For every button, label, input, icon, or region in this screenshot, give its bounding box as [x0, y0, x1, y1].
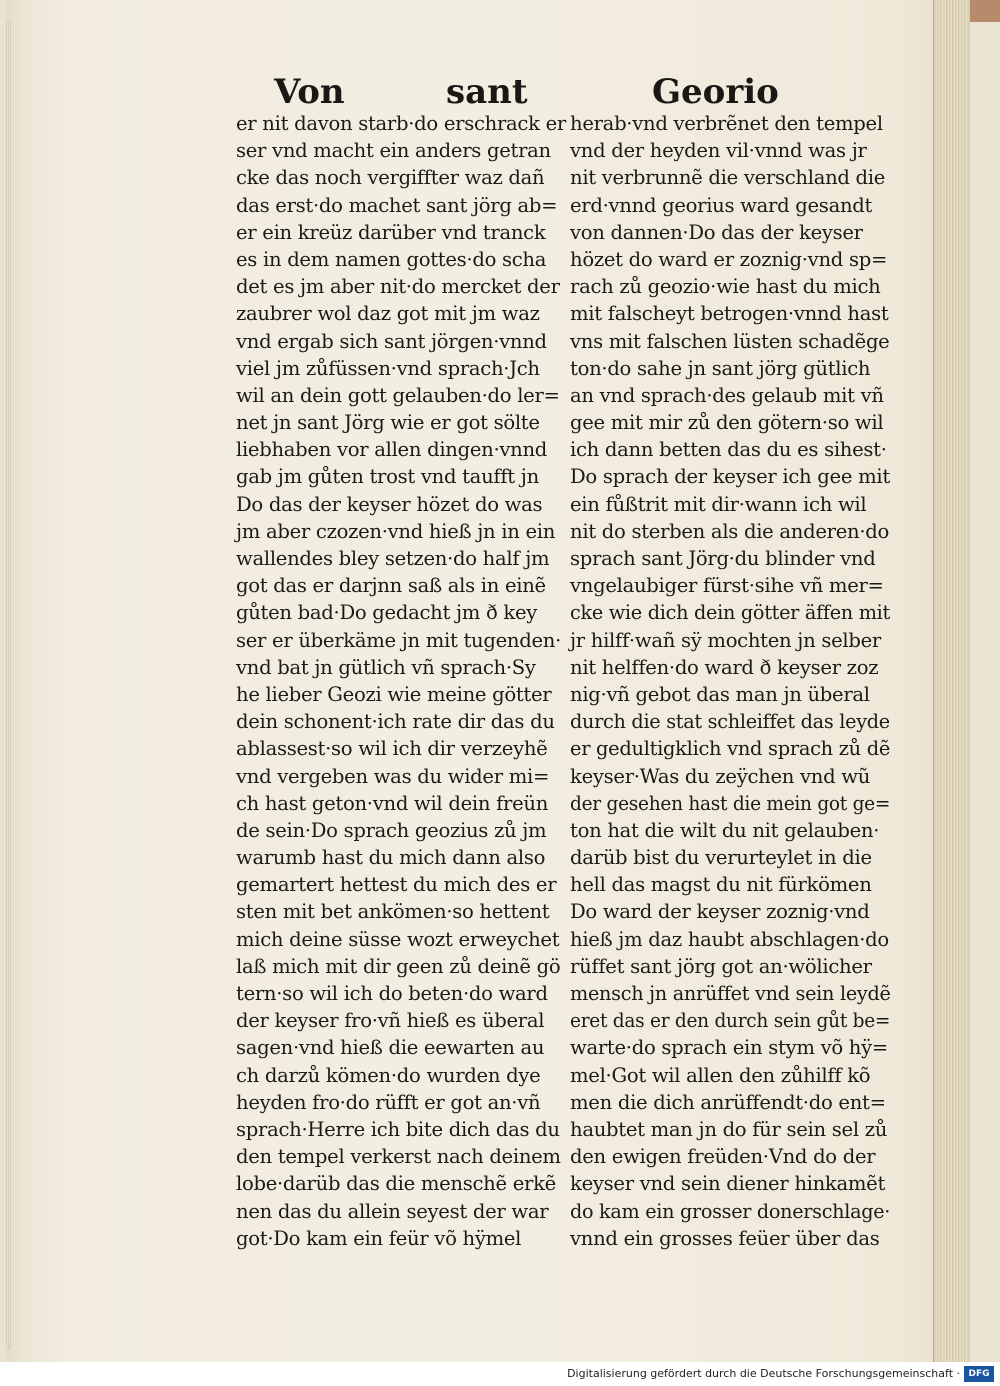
text-column-right: [570, 110, 890, 1252]
text-line: den ewigen freüden·Vnd do der: [570, 1145, 876, 1169]
text-line: er gedultigklich vnd sprach zů dẽ: [570, 737, 891, 761]
text-line: vnd der heyden vil·vnnd was jr: [570, 139, 867, 163]
text-line: wil an dein gott gelauben·do ler=: [236, 383, 560, 407]
text-line: nig·vñ gebot das man jn überal: [570, 682, 870, 706]
text-line: hözet do ward er zoznig·vnd sp=: [570, 247, 888, 271]
text-line: hieß jm daz haubt abschlagen·do: [570, 927, 889, 951]
text-line: vnd vergeben was du wider mi=: [236, 764, 550, 788]
dfg-logo: DFG: [964, 1366, 994, 1382]
running-head-word: Von: [274, 72, 345, 112]
running-head-word: sant: [446, 72, 528, 112]
book-page: [6, 0, 970, 1362]
text-line: vns mit falschen lüsten schadẽge: [570, 329, 890, 353]
text-line: hell das magst du nit fürkömen: [570, 873, 872, 897]
text-line: got·Do kam ein feür võ hÿmel: [236, 1226, 522, 1250]
text-line: ich dann betten das du es sihest·: [570, 438, 887, 462]
text-line: vnnd ein grosses feüer über das: [570, 1226, 880, 1250]
text-line: net jn sant Jörg wie er got sölte: [236, 411, 540, 435]
text-line: Do ward der keyser zoznig·vnd: [570, 900, 870, 924]
text-line: er nit davon starb·do erschrack er: [236, 112, 566, 135]
text-line: got das er darjnn saß als in einẽ: [236, 574, 546, 598]
text-line: he lieber Geozi wie meine götter: [236, 682, 552, 706]
text-line: haubtet man jn do für sein sel zů: [570, 1117, 888, 1141]
text-line: rüffet sant jörg got an·wölicher: [570, 954, 872, 978]
text-line: mel·Got wil allen den zůhilff kõ: [570, 1063, 871, 1087]
text-line: an vnd sprach·des gelaub mit vñ: [570, 383, 884, 407]
text-line: jr hilff·wañ sÿ mochten jn selber: [570, 628, 881, 652]
text-line: herab·vnd verbrẽnet den tempel: [570, 112, 883, 135]
text-line: der gesehen hast die mein got ge=: [570, 791, 891, 815]
text-line: der keyser fro·vñ hieß es überal: [236, 1009, 545, 1033]
text-line: er ein kreüz darüber vnd tranck: [236, 220, 546, 244]
text-line: mich deine süsse wozt erweychet: [236, 927, 560, 951]
text-line: zaubrer wol daz got mit jm waz: [236, 302, 540, 326]
text-line: gee mit mir zů den götern·so wil: [570, 411, 884, 435]
page-edge-right: [933, 0, 968, 1362]
text-line: wallendes bley setzen·do half jm: [236, 547, 550, 570]
text-line: nit do sterben als die anderen·do: [570, 519, 889, 543]
text-line: ch hast geton·vnd wil dein freün: [236, 791, 549, 815]
text-line: liebhaben vor allen dingen·vnnd: [236, 438, 548, 462]
text-line: sprach·Herre ich bite dich das du: [236, 1117, 560, 1141]
text-line: vnd bat jn gütlich vñ sprach·Sy: [236, 655, 536, 679]
text-line: heyden fro·do rüfft er got an·vñ: [236, 1090, 541, 1114]
text-line: do kam ein grosser donerschlage·: [570, 1199, 891, 1223]
text-line: vngelaubiger fürst·sihe vñ mer=: [570, 574, 884, 598]
text-line: ton hat die wilt du nit gelauben·: [570, 818, 880, 842]
text-line: viel jm zůfüssen·vnd sprach·Jch: [236, 356, 540, 380]
text-line: gemartert hettest du mich des er: [236, 873, 557, 897]
text-line: Do sprach der keyser ich gee mit: [570, 465, 890, 489]
text-column-left: [236, 110, 566, 1252]
text-line: keyser vnd sein diener hinkamẽt: [570, 1172, 886, 1196]
text-line: det es jm aber nit·do mercket der: [236, 275, 560, 299]
text-line: lobe·darüb das die menschẽ erkẽ: [236, 1172, 556, 1196]
text-line: dein schonent·ich rate dir das du: [236, 710, 555, 734]
text-line: ser er überkäme jn mit tugenden·: [236, 628, 562, 652]
text-line: darüb bist du verurteylet in die: [570, 846, 872, 870]
text-line: ablassest·so wil ich dir verzeyhẽ: [236, 737, 548, 761]
text-line: erd·vnnd georius ward gesandt: [570, 193, 873, 217]
digitization-footer: [0, 1362, 1000, 1386]
text-line: men die dich anrüffendt·do ent=: [570, 1090, 886, 1114]
text-line: gůten bad·Do gedacht jm ð key: [236, 601, 538, 625]
text-line: vnd ergab sich sant jörgen·vnnd: [236, 329, 547, 353]
text-line: sagen·vnd hieß die eewarten au: [236, 1036, 545, 1060]
running-head-word: Georio: [652, 72, 779, 112]
text-line: es in dem namen gottes·do scha: [236, 247, 547, 271]
text-line: de sein·Do sprach geozius zů jm: [236, 818, 547, 842]
text-line: Do das der keyser hözet do was: [236, 492, 543, 516]
text-line: ch darzů kömen·do wurden dye: [236, 1063, 541, 1087]
text-line: von dannen·Do das der keyser: [570, 220, 863, 244]
text-line: nit helffen·do ward ð keyser zoz: [570, 655, 879, 679]
text-line: durch die stat schleiffet das leyde: [570, 710, 890, 734]
text-line: warumb hast du mich dann also: [236, 846, 546, 870]
page-edge-left: [6, 20, 12, 1350]
text-line: rach zů geozio·wie hast du mich: [570, 275, 881, 299]
text-line: ser vnd macht ein anders getran: [236, 139, 551, 163]
text-line: nen das du allein seyest der war: [236, 1199, 549, 1223]
text-line: cke das noch vergiffter waz dañ: [236, 166, 545, 190]
text-line: ein fůßtrit mit dir·wann ich wil: [570, 492, 867, 516]
book-cover-edge: [970, 0, 1000, 22]
text-line: laß mich mit dir geen zů deinẽ gö: [236, 954, 561, 978]
text-line: tern·so wil ich do beten·do ward: [236, 982, 548, 1005]
text-line: cke wie dich dein götter äffen mit: [570, 601, 890, 625]
text-line: den tempel verkerst nach deinem: [236, 1145, 561, 1169]
footer-credit: Digitalisierung gefördert durch die Deutsche Forschungsgemeinschaft ·: [567, 1367, 960, 1380]
text-line: nit verbrunnẽ die verschland die: [570, 166, 886, 190]
text-line: ton·do sahe jn sant jörg gütlich: [570, 356, 871, 380]
text-line: sprach sant Jörg·du blinder vnd: [570, 547, 876, 570]
text-line: jm aber czozen·vnd hieß jn in ein: [236, 519, 556, 543]
text-line: mensch jn anrüffet vnd sein leydẽ: [570, 982, 891, 1005]
text-line: eret das er den durch sein gůt be=: [570, 1009, 891, 1033]
text-line: keyser·Was du zeÿchen vnd wũ: [570, 764, 871, 788]
text-line: gab jm gůten trost vnd taufft jn: [236, 465, 539, 489]
text-line: warte·do sprach ein stym võ hÿ=: [570, 1036, 888, 1060]
text-line: das erst·do machet sant jörg ab=: [236, 193, 558, 217]
text-line: mit falscheyt betrogen·vnnd hast: [570, 302, 889, 326]
text-line: sten mit bet ankömen·so hettent: [236, 900, 550, 924]
